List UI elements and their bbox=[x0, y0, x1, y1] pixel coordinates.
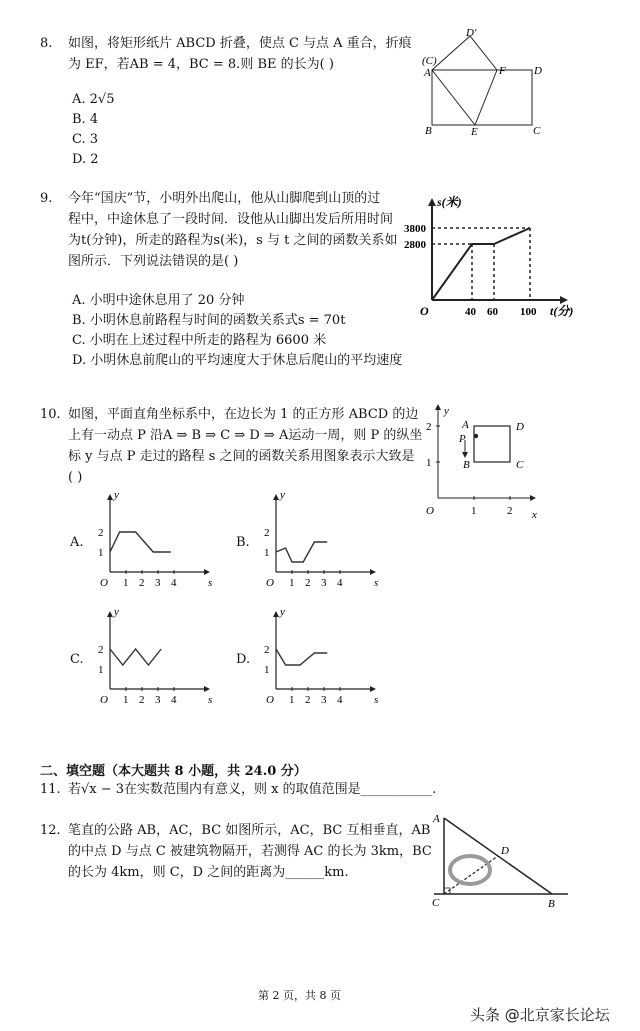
y-tick-1: 1 bbox=[264, 547, 270, 559]
q9-option-d: D. 小明休息前爬山的平均速度大于休息后爬山的平均速度 bbox=[72, 353, 403, 368]
x-axis-arrow bbox=[370, 569, 376, 575]
q10-fig-c: C bbox=[516, 459, 524, 471]
q11-text bbox=[68, 779, 436, 800]
q10-option-d-label: D. bbox=[236, 652, 251, 667]
q12-text-line2: 的中点 D 与点 C 被建筑物隔开，若测得 AC 的长为 3km，BC bbox=[68, 844, 432, 859]
y-tick-1: 1 bbox=[264, 664, 270, 676]
q9-text-line2: 程中，中途休息了一段时间．设他从山脚出发后所用时间 bbox=[68, 212, 394, 227]
q8-label-d: D bbox=[534, 65, 542, 77]
q9-xtick-60: 60 bbox=[487, 306, 498, 318]
s-label: s bbox=[374, 577, 379, 589]
q11-text-pre: 若√x − 3在实数范围内有意义，则 x 的取值范围是 bbox=[68, 782, 361, 797]
y-tick-2: 2 bbox=[98, 527, 104, 539]
q10-fig-p: P bbox=[459, 433, 466, 445]
q10-option-c-label: C. bbox=[70, 652, 84, 667]
q8-label-b: B bbox=[425, 125, 432, 137]
q8-label-a: A bbox=[424, 67, 431, 79]
option-curve bbox=[276, 649, 327, 665]
section-2-title: 二、填空题（本大题共 8 小题，共 24.0 分） bbox=[40, 764, 307, 779]
origin-label: O bbox=[100, 694, 108, 706]
x-axis-arrow bbox=[370, 686, 376, 692]
x-tick-1: 1 bbox=[289, 577, 295, 589]
x-tick-3: 3 bbox=[321, 694, 327, 706]
x-tick-4: 4 bbox=[171, 577, 177, 589]
q8-label-e: E bbox=[471, 126, 478, 138]
q10-option-c-graph bbox=[88, 605, 218, 710]
q10-number: 10. bbox=[40, 407, 61, 422]
q9-ytick-2800: 2800 bbox=[404, 239, 426, 251]
y-tick-1: 1 bbox=[98, 664, 104, 676]
origin-label: O bbox=[266, 694, 274, 706]
q12-text-line3: 的长为 4km，则 C，D 之间的距离为______km. bbox=[68, 865, 349, 880]
y-axis-arrow bbox=[107, 611, 113, 617]
q8-figure bbox=[420, 27, 550, 140]
y-tick-1: 1 bbox=[98, 547, 104, 559]
q10-option-b-label: B. bbox=[236, 535, 250, 550]
q10-text-line2: 上有一动点 P 沿A ⇒ B ⇒ C ⇒ D ⇒ A运动一周，则 P 的纵坐 bbox=[68, 428, 423, 443]
q10-figure bbox=[420, 402, 550, 524]
x-tick-2: 2 bbox=[305, 577, 311, 589]
origin-label: O bbox=[266, 577, 274, 589]
x-tick-3: 3 bbox=[155, 694, 161, 706]
q9-ytick-3800: 3800 bbox=[404, 223, 426, 235]
q10-fig-b: B bbox=[463, 459, 470, 471]
q10-fig-tick-1: 1 bbox=[426, 457, 432, 469]
q10-fig-a: A bbox=[462, 419, 469, 431]
q10-fig-xtick-1: 1 bbox=[471, 505, 477, 517]
q12-label-a: A bbox=[433, 813, 440, 825]
q12-label-b: B bbox=[548, 898, 555, 910]
x-tick-1: 1 bbox=[123, 577, 129, 589]
q9-origin: O bbox=[420, 304, 429, 318]
x-tick-2: 2 bbox=[139, 577, 145, 589]
q11-number: 11. bbox=[40, 782, 61, 797]
s-label: s bbox=[208, 694, 213, 706]
x-tick-4: 4 bbox=[337, 577, 343, 589]
q8-label-c-paren: (C) bbox=[422, 55, 437, 67]
x-tick-4: 4 bbox=[337, 694, 343, 706]
origin-label: O bbox=[100, 577, 108, 589]
q8-text-line2: 为 EF，若AB = 4，BC = 8.则 BE 的长为( ) bbox=[68, 57, 334, 72]
q10-option-a-label: A. bbox=[70, 535, 84, 550]
q8-option-a: A. 2√5 bbox=[72, 92, 115, 107]
y-tick-2: 2 bbox=[264, 644, 270, 656]
x-tick-1: 1 bbox=[289, 694, 295, 706]
x-axis-arrow bbox=[204, 569, 210, 575]
q11-blank: ___________ bbox=[360, 782, 433, 797]
q11-end: . bbox=[432, 782, 437, 797]
q10-text-line4: ( ) bbox=[68, 470, 83, 485]
q8-option-b: B. 4 bbox=[72, 112, 99, 127]
q12-figure bbox=[428, 810, 578, 910]
s-label: s bbox=[374, 694, 379, 706]
q10-fig-origin: O bbox=[426, 505, 434, 517]
y-label: y bbox=[280, 606, 285, 618]
q10-fig-xtick-2: 2 bbox=[507, 505, 513, 517]
q9-option-b: B. 小明休息前路程与时间的函数关系式s = 70t bbox=[72, 313, 346, 328]
q9-xtick-40: 40 bbox=[465, 306, 476, 318]
q10-fig-x: x bbox=[532, 509, 537, 521]
q9-xtick-100: 100 bbox=[520, 306, 537, 318]
q8-label-f: F bbox=[499, 65, 506, 77]
q8-option-d: D. 2 bbox=[72, 152, 99, 167]
x-tick-4: 4 bbox=[171, 694, 177, 706]
q12-number: 12. bbox=[40, 823, 61, 838]
option-curve bbox=[276, 542, 327, 562]
q10-fig-tick-2: 2 bbox=[426, 421, 432, 433]
q9-text-line1: 今年“国庆”节，小明外出爬山，他从山脚爬到山顶的过 bbox=[68, 191, 381, 206]
q9-text-line4: 图所示．下列说法错误的是( ) bbox=[68, 254, 239, 269]
q10-option-b-graph bbox=[254, 488, 384, 593]
y-tick-2: 2 bbox=[264, 527, 270, 539]
q8-label-c: C bbox=[533, 125, 541, 137]
x-tick-3: 3 bbox=[321, 577, 327, 589]
q12-label-d: D bbox=[501, 845, 509, 857]
q9-option-a: A. 小明中途休息用了 20 分钟 bbox=[72, 293, 245, 308]
q10-text-line1: 如图，平面直角坐标系中，在边长为 1 的正方形 ABCD 的边 bbox=[68, 407, 419, 422]
page-footer: 第 2 页，共 8 页 bbox=[258, 989, 341, 1002]
y-axis-arrow bbox=[273, 611, 279, 617]
q8-label-dprime: D' bbox=[466, 27, 477, 39]
q10-text-line3: 标 y 与点 P 走过的路程 s 之间的函数关系用图象表示大致是 bbox=[68, 449, 415, 464]
x-tick-2: 2 bbox=[305, 694, 311, 706]
q9-xlabel: t(分) bbox=[550, 304, 574, 318]
q9-graph bbox=[404, 192, 590, 322]
q10-option-d-graph bbox=[254, 605, 384, 710]
q10-fig-d: D bbox=[516, 421, 524, 433]
x-tick-2: 2 bbox=[139, 694, 145, 706]
s-label: s bbox=[208, 577, 213, 589]
q8-option-c: C. 3 bbox=[72, 132, 99, 147]
q9-text-line3: 为t(分钟)，所走的路程为s(米)，s 与 t 之间的函数关系如 bbox=[68, 233, 398, 248]
q10-fig-y: y bbox=[444, 405, 449, 417]
option-curve bbox=[110, 532, 171, 552]
q12-text-line1: 笔直的公路 AB，AC，BC 如图所示，AC，BC 互相垂直，AB bbox=[68, 823, 431, 838]
q12-label-c: C bbox=[432, 897, 440, 909]
x-tick-1: 1 bbox=[123, 694, 129, 706]
watermark: 头条 @北京家长论坛 bbox=[470, 1006, 610, 1024]
y-label: y bbox=[280, 489, 285, 501]
y-axis-arrow bbox=[273, 494, 279, 500]
x-tick-3: 3 bbox=[155, 577, 161, 589]
y-tick-2: 2 bbox=[98, 644, 104, 656]
q8-number: 8. bbox=[40, 36, 53, 51]
q9-number: 9. bbox=[40, 191, 53, 206]
q8-text-line1: 如图，将矩形纸片 ABCD 折叠，使点 C 与点 A 重合，折痕 bbox=[68, 36, 412, 51]
y-label: y bbox=[114, 606, 119, 618]
x-axis-arrow bbox=[204, 686, 210, 692]
q9-ylabel: s(米) bbox=[437, 195, 462, 209]
option-curve bbox=[110, 649, 161, 665]
y-axis-arrow bbox=[107, 494, 113, 500]
q9-option-c: C. 小明在上述过程中所走的路程为 6600 米 bbox=[72, 333, 327, 348]
q10-option-a-graph bbox=[88, 488, 218, 593]
y-label: y bbox=[114, 489, 119, 501]
